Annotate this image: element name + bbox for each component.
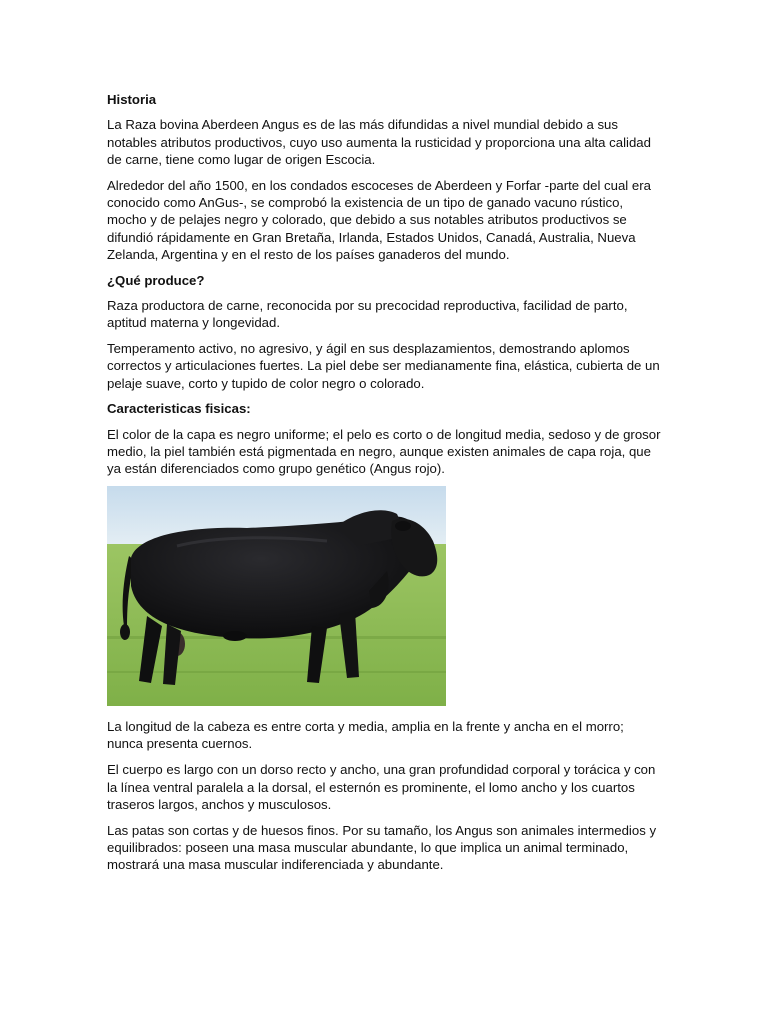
paragraph-historia-2: Alrededor del año 1500, en los condados escoceses de Aberdeen y Forfar -parte del cual era conocido como AnGus-, se comprobó la existencia de un tipo de ganado vacuno rústico, mocho y de pelajes negro y colorado, que debido a sus notables atributos productivos se difundió rápidamente en Gran Bretaña, Irlanda, Estados Unidos, Canadá, Australia, Nueva Zelanda, Argentina y en el resto de los países ganaderos del mundo. xyxy=(107,177,651,262)
paragraph-produce-2: Temperamento activo, no agresivo, y ágil en sus desplazamientos, demostrando aplomos correctos y articulaciones fuertes. La piel debe ser medianamente fina, elástica, cubierta de un pelaje suave, corto y tupido de color negro o colorado. xyxy=(107,341,660,391)
paragraph-caracteristicas-3: El cuerpo es largo con un dorso recto y ancho, una gran profundidad corporal y torácica y con la línea ventral paralela a la dorsal, el esternón es prominente, el lomo ancho y los cuartos traseros largos, anchos y musculosos. xyxy=(107,762,656,812)
heading-que-produce: ¿Qué produce? xyxy=(107,272,205,288)
paragraph-caracteristicas-1: El color de la capa es negro uniforme; el pelo es corto o de longitud media, sedoso y de grosor medio, la piel también está pigmentada en negro, aunque existen animales de capa roja, que ya están diferenciados como grupo genético (Angus rojo). xyxy=(107,426,661,477)
heading-caracteristicas: Caracteristicas fisicas: xyxy=(107,401,251,417)
heading-historia: Historia xyxy=(107,92,157,107)
paragraph-caracteristicas-2: La longitud de la cabeza es entre corta y media, amplia en la frente y ancha en el morro; nunca presenta cuernos. xyxy=(107,719,624,752)
paragraph-produce-1: Raza productora de carne, reconocida por su precocidad reproductiva, facilidad de parto, aptitud materna y longevidad. xyxy=(107,297,628,331)
paragraph-caracteristicas-4: Las patas son cortas y de huesos finos. Por su tamaño, los Angus son animales intermedios y equilibrados: poseen una masa muscular abundante, lo que implica un animal terminado, mostrará una masa muscular indiferenciada y abundante. xyxy=(107,822,657,873)
document-body xyxy=(107,91,663,882)
angus-bull-photo xyxy=(107,486,446,706)
paragraph-historia-1: La Raza bovina Aberdeen Angus es de las más difundidas a nivel mundial debido a sus notables atributos productivos, cuyo uso aumenta la rusticidad y proporciona una alta calidad de carne, tiene como lugar de origen Escocia. xyxy=(107,117,651,167)
